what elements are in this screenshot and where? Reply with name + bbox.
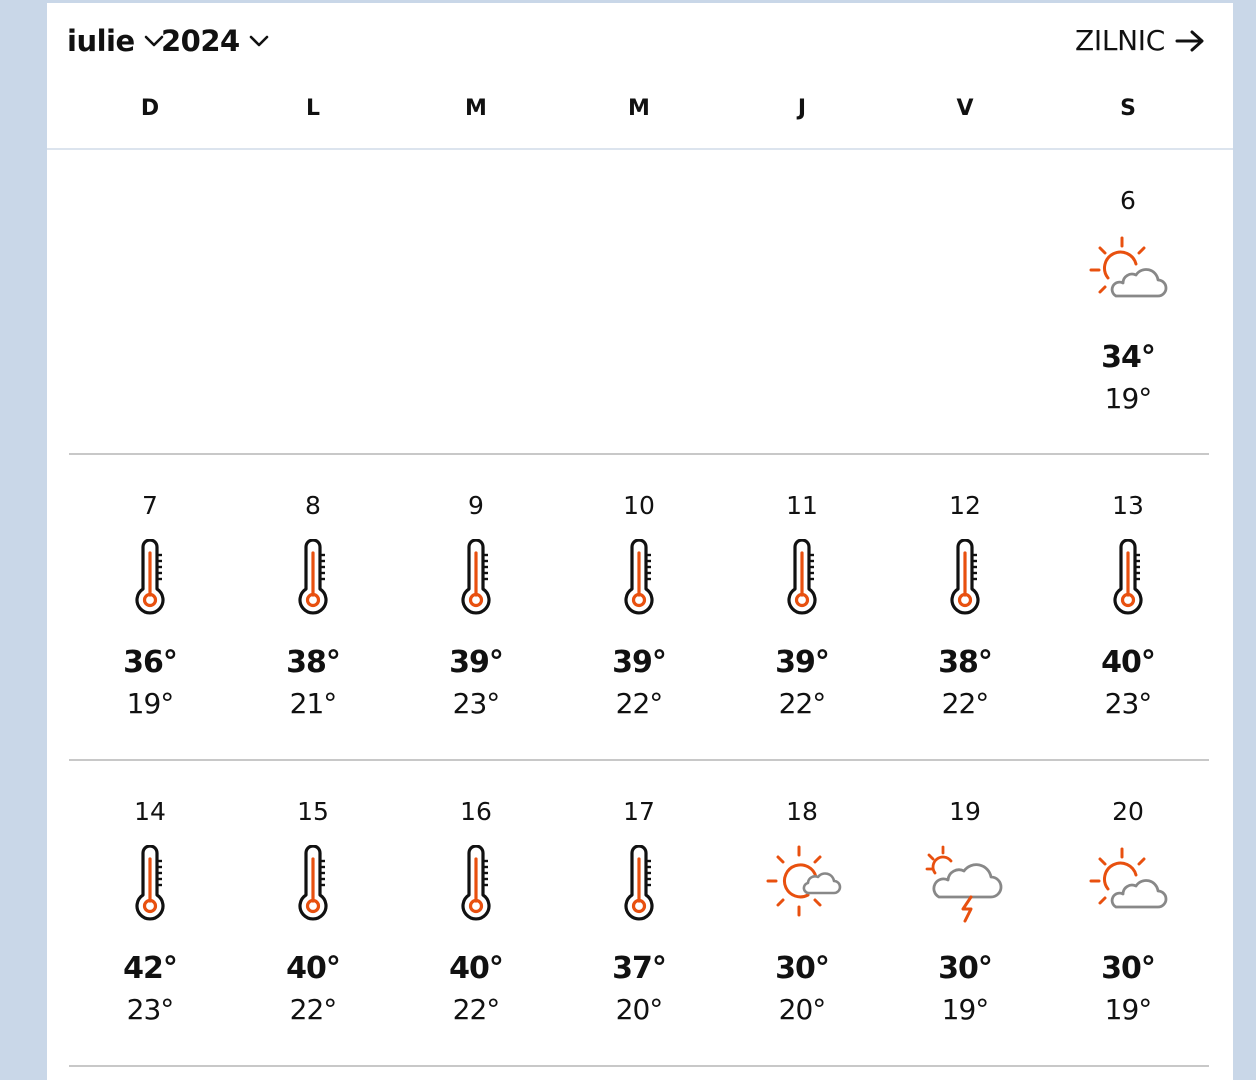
day-number: 19 xyxy=(949,797,981,826)
calendar-day-cell[interactable] xyxy=(890,797,1040,1077)
high-temperature: 42° xyxy=(123,951,177,986)
high-temperature: 30° xyxy=(938,951,992,986)
day-number: 11 xyxy=(786,491,818,520)
thermometer-icon xyxy=(110,539,190,619)
low-temperature: 22° xyxy=(778,687,826,720)
thunderstorm-icon xyxy=(925,845,1005,925)
high-temperature: 36° xyxy=(123,645,177,680)
low-temperature: 22° xyxy=(289,993,337,1026)
day-number: 17 xyxy=(623,797,655,826)
day-number: 9 xyxy=(468,491,484,520)
thermometer-icon xyxy=(436,539,516,619)
calendar-day-cell[interactable] xyxy=(1053,797,1203,1077)
thermometer-icon xyxy=(762,539,842,619)
low-temperature: 19° xyxy=(126,687,174,720)
top-border xyxy=(47,0,1233,3)
arrow-right-icon xyxy=(1175,30,1205,52)
weekday-header-row xyxy=(47,96,1233,136)
calendar-day-cell[interactable] xyxy=(564,491,714,771)
weekday-label: M xyxy=(465,96,487,121)
calendar-day-cell[interactable] xyxy=(75,491,225,771)
low-temperature: 19° xyxy=(1104,382,1152,415)
week-divider xyxy=(69,453,1209,455)
week-divider xyxy=(69,759,1209,761)
day-number: 10 xyxy=(623,491,655,520)
high-temperature: 38° xyxy=(286,645,340,680)
low-temperature: 23° xyxy=(1104,687,1152,720)
high-temperature: 39° xyxy=(612,645,666,680)
month-select[interactable] xyxy=(67,24,165,58)
high-temperature: 39° xyxy=(775,645,829,680)
day-number: 14 xyxy=(134,797,166,826)
thermometer-icon xyxy=(436,845,516,925)
weekday-label: L xyxy=(305,96,321,121)
chevron-down-icon xyxy=(248,34,270,48)
day-number: 16 xyxy=(460,797,492,826)
low-temperature: 20° xyxy=(615,993,663,1026)
day-number: 15 xyxy=(297,797,329,826)
sun-cloud-icon xyxy=(1088,845,1168,925)
low-temperature: 22° xyxy=(452,993,500,1026)
calendar-day-cell[interactable] xyxy=(564,797,714,1077)
low-temperature: 20° xyxy=(778,993,826,1026)
year-label: 2024 xyxy=(161,24,240,58)
day-number: 13 xyxy=(1112,491,1144,520)
day-number: 7 xyxy=(142,491,158,520)
weekday-label: V xyxy=(956,96,974,121)
calendar-day-cell[interactable] xyxy=(75,797,225,1077)
high-temperature: 37° xyxy=(612,951,666,986)
calendar-day-cell[interactable] xyxy=(727,491,877,771)
calendar-day-cell[interactable] xyxy=(890,491,1040,771)
calendar-header xyxy=(47,20,1233,66)
high-temperature: 39° xyxy=(449,645,503,680)
weekday-label: M xyxy=(628,96,650,121)
year-select[interactable] xyxy=(161,24,270,58)
week-divider xyxy=(69,1065,1209,1067)
low-temperature: 23° xyxy=(126,993,174,1026)
thermometer-icon xyxy=(599,845,679,925)
weekday-label: S xyxy=(1120,96,1136,121)
high-temperature: 40° xyxy=(449,951,503,986)
sun-cloud-icon xyxy=(1088,234,1168,314)
high-temperature: 34° xyxy=(1101,340,1155,375)
high-temperature: 30° xyxy=(1101,951,1155,986)
calendar-day-cell[interactable] xyxy=(238,797,388,1077)
thermometer-icon xyxy=(925,539,1005,619)
day-number: 8 xyxy=(305,491,321,520)
high-temperature: 40° xyxy=(1101,645,1155,680)
day-number: 12 xyxy=(949,491,981,520)
calendar-day-cell[interactable] xyxy=(238,491,388,771)
calendar-day-cell[interactable] xyxy=(401,491,551,771)
weekday-label: D xyxy=(140,96,160,121)
thermometer-icon xyxy=(1088,539,1168,619)
day-number: 6 xyxy=(1120,186,1136,215)
calendar-day-cell[interactable] xyxy=(727,797,877,1077)
thermometer-icon xyxy=(110,845,190,925)
low-temperature: 19° xyxy=(941,993,989,1026)
high-temperature: 38° xyxy=(938,645,992,680)
thermometer-icon xyxy=(599,539,679,619)
day-number: 20 xyxy=(1112,797,1144,826)
low-temperature: 19° xyxy=(1104,993,1152,1026)
low-temperature: 22° xyxy=(615,687,663,720)
month-label: iulie xyxy=(67,24,135,58)
weekday-label: J xyxy=(797,96,807,121)
high-temperature: 40° xyxy=(286,951,340,986)
sun-small-cloud-icon xyxy=(762,845,842,925)
calendar-panel xyxy=(47,0,1233,1080)
low-temperature: 23° xyxy=(452,687,500,720)
daily-view-label: ZILNIC xyxy=(1075,24,1165,57)
header-divider xyxy=(47,148,1233,150)
calendar-day-cell[interactable] xyxy=(1053,491,1203,771)
high-temperature: 30° xyxy=(775,951,829,986)
thermometer-icon xyxy=(273,539,353,619)
low-temperature: 21° xyxy=(289,687,337,720)
day-number: 18 xyxy=(786,797,818,826)
thermometer-icon xyxy=(273,845,353,925)
daily-view-link[interactable] xyxy=(1075,24,1205,57)
calendar-day-cell[interactable] xyxy=(401,797,551,1077)
low-temperature: 22° xyxy=(941,687,989,720)
calendar-day-cell[interactable] xyxy=(1053,186,1203,466)
